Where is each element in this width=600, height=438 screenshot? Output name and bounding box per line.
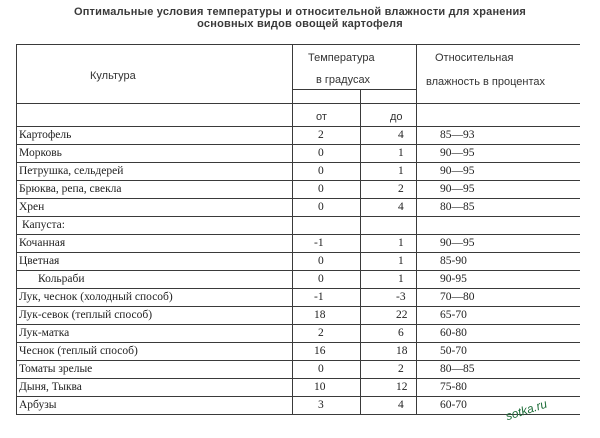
row-divider xyxy=(16,342,580,343)
row-divider xyxy=(16,252,580,253)
row-humidity: 50-70 xyxy=(440,345,467,357)
row-name: Арбузы xyxy=(19,399,57,411)
row-temp-to: 1 xyxy=(398,165,404,177)
row-name: Картофель xyxy=(19,129,72,141)
title-line-2: основных видов овощей картофеля xyxy=(197,18,403,30)
row-temp-to: 2 xyxy=(398,363,404,375)
row-divider xyxy=(16,216,580,217)
left-border xyxy=(16,44,17,414)
temperature-subheader-divider xyxy=(292,89,416,90)
header-divider xyxy=(16,103,580,104)
header-temperature-line1: Температура xyxy=(308,52,375,64)
row-temp-to: 12 xyxy=(396,381,408,393)
row-temp-from: 0 xyxy=(318,273,324,285)
row-temp-to: 18 xyxy=(396,345,408,357)
row-temp-to: 1 xyxy=(398,147,404,159)
row-divider xyxy=(16,144,580,145)
row-temp-from: 0 xyxy=(318,363,324,375)
row-temp-to: 1 xyxy=(398,237,404,249)
table-title xyxy=(0,6,600,30)
row-name: Томаты зрелые xyxy=(19,363,93,375)
row-divider xyxy=(16,306,580,307)
row-name: Дыня, Тыква xyxy=(19,381,82,393)
row-name: Кольраби xyxy=(38,273,85,285)
row-name: Цветная xyxy=(19,255,60,267)
row-humidity: 80—85 xyxy=(440,201,475,213)
row-humidity: 85—93 xyxy=(440,129,475,141)
row-temp-from: 0 xyxy=(318,255,324,267)
row-name: Морковь xyxy=(19,147,62,159)
row-temp-from: 3 xyxy=(318,399,324,411)
row-humidity: 90—95 xyxy=(440,147,475,159)
row-divider xyxy=(16,324,580,325)
temp-left-border xyxy=(292,44,293,414)
row-humidity: 75-80 xyxy=(440,381,467,393)
row-temp-to: 22 xyxy=(396,309,408,321)
row-name: Хрен xyxy=(19,201,45,213)
row-divider xyxy=(16,234,580,235)
row-humidity: 90—95 xyxy=(440,183,475,195)
watermark: sotka.ru xyxy=(503,396,549,424)
row-humidity: 80—85 xyxy=(440,363,475,375)
header-culture: Культура xyxy=(90,70,136,82)
row-temp-to: 4 xyxy=(398,399,404,411)
row-name: Чеснок (теплый способ) xyxy=(19,345,138,357)
header-humidity-line1: Относительная xyxy=(435,52,514,64)
row-temp-from: 0 xyxy=(318,201,324,213)
row-temp-from: 16 xyxy=(314,345,326,357)
row-humidity: 90—95 xyxy=(440,237,475,249)
table-top-border xyxy=(16,44,580,45)
row-name: Капуста: xyxy=(22,219,65,231)
row-divider xyxy=(16,360,580,361)
row-temp-to: 4 xyxy=(398,129,404,141)
row-temp-from: 2 xyxy=(318,327,324,339)
row-divider xyxy=(16,270,580,271)
header-temperature-line2: в градусах xyxy=(316,74,371,86)
row-name: Кочанная xyxy=(19,237,66,249)
row-temp-to: 6 xyxy=(398,327,404,339)
row-name: Лук, чеснок (холодный способ) xyxy=(19,291,173,303)
row-temp-from: 0 xyxy=(318,147,324,159)
row-humidity: 65-70 xyxy=(440,309,467,321)
header-bottom-border xyxy=(16,126,580,127)
row-humidity: 70—80 xyxy=(440,291,475,303)
row-temp-to: 2 xyxy=(398,183,404,195)
row-temp-to: 1 xyxy=(398,273,404,285)
row-name: Лук-матка xyxy=(19,327,70,339)
row-name: Брюква, репа, свекла xyxy=(19,183,122,195)
row-humidity: 90-95 xyxy=(440,273,467,285)
row-name: Лук-севок (теплый способ) xyxy=(19,309,153,321)
title-line-1: Оптимальные условия температуры и относительной влажности для хранения xyxy=(73,6,527,18)
row-divider xyxy=(16,198,580,199)
row-temp-from: -1 xyxy=(314,291,324,303)
row-divider xyxy=(16,180,580,181)
row-divider xyxy=(16,288,580,289)
row-name: Петрушка, сельдерей xyxy=(19,165,124,177)
row-humidity: 85-90 xyxy=(440,255,467,267)
row-temp-from: 2 xyxy=(318,129,324,141)
header-humidity-line2: влажность в процентах xyxy=(426,76,545,88)
row-temp-from: 0 xyxy=(318,183,324,195)
row-divider xyxy=(16,414,580,415)
row-temp-from: 10 xyxy=(314,381,326,393)
row-humidity: 90—95 xyxy=(440,165,475,177)
row-divider xyxy=(16,396,580,397)
header-to: до xyxy=(390,111,403,123)
row-temp-to: -3 xyxy=(396,291,406,303)
humidity-left-border xyxy=(416,44,417,414)
row-divider xyxy=(16,162,580,163)
row-temp-to: 4 xyxy=(398,201,404,213)
header-from: от xyxy=(316,111,327,123)
row-temp-from: 18 xyxy=(314,309,326,321)
row-divider xyxy=(16,378,580,379)
row-temp-from: 0 xyxy=(318,165,324,177)
row-temp-from: -1 xyxy=(314,237,324,249)
row-temp-to: 1 xyxy=(398,255,404,267)
row-humidity: 60-70 xyxy=(440,399,467,411)
row-humidity: 60-80 xyxy=(440,327,467,339)
